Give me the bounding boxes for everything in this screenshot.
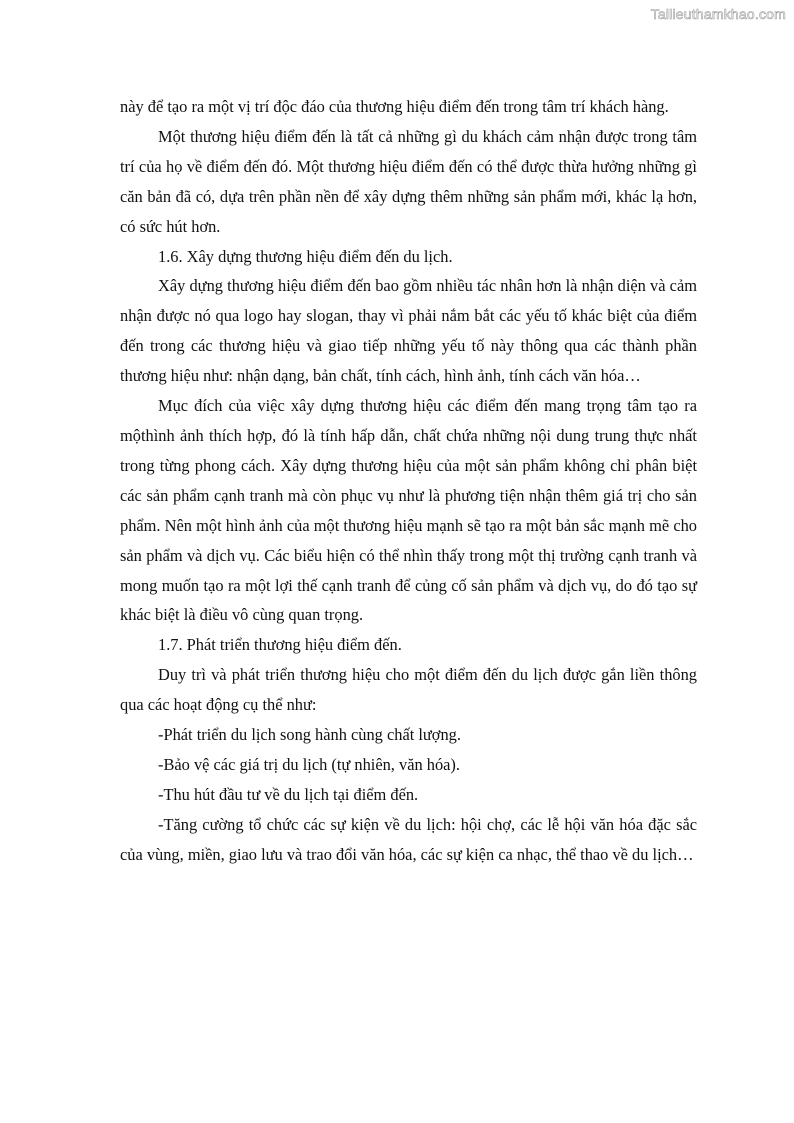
section-heading-1-7: 1.7. Phát triển thương hiệu điểm đến. — [158, 635, 402, 655]
list-item: -Bảo vệ các giá trị du lịch (tự nhiên, văn hóa). — [158, 754, 460, 774]
paragraph-brand-purpose: Mục đích của việc xây dựng thương hiệu các điểm đến mang trọng tâm tạo ra mộthình ảnh thích hợp, đó là tính hấp dẫn, chất chứa những nội dung trung thực nhất trong từng phong cách. Xây dựng thương hiệu của một sản phẩm không chỉ phân biệt các sản phẩm cạnh tranh mà còn phục vụ như là phương tiện nhận thêm giá trị cho sản phẩm. Nên một hình ảnh của một thương hiệu mạnh sẽ tạo ra một bản sắc mạnh mẽ cho sản phẩm và dịch vụ. Các biểu hiện có thể nhìn thấy trong một thị trường cạnh tranh và mong muốn tạo ra một lợi thế cạnh tranh để củng cố sản phẩm và dịch vụ, do đó tạo sự khác biệt là điều vô cùng quan trọng. — [120, 396, 697, 625]
paragraph-brand-building: Xây dựng thương hiệu điểm đến bao gồm nhiều tác nhân hơn là nhận diện và cảm nhận được nó qua logo hay slogan, thay vì phải nắm bắt các yếu tố khác biệt của điểm đến trong các thương hiệu và giao tiếp những yếu tố này thông qua các thành phần thương hiệu như: nhận dạng, bản chất, tính cách, hình ảnh, tính cách văn hóa… — [120, 276, 697, 386]
list-item: -Tăng cường tổ chức các sự kiện về du lịch: hội chợ, các lễ hội văn hóa đặc sắc của vùng, miền, giao lưu và trao đổi văn hóa, các sự kiện ca nhạc, thể thao về du lịch… — [120, 814, 697, 864]
list-item: -Thu hút đầu tư về du lịch tại điểm đến. — [158, 784, 419, 804]
paragraph-brand-development: Duy trì và phát triển thương hiệu cho một điểm đến du lịch được gắn liền thông qua các hoạt động cụ thể như: — [120, 665, 697, 715]
section-heading-1-6: 1.6. Xây dựng thương hiệu điểm đến du lịch. — [158, 246, 453, 266]
list-item: -Phát triển du lịch song hành cùng chất lượng. — [158, 725, 461, 745]
document-body — [120, 92, 697, 870]
watermark-text: Tailieuthamkhao.com — [650, 6, 786, 22]
paragraph-continuation: này để tạo ra một vị trí độc đáo của thương hiệu điểm đến trong tâm trí khách hàng. — [120, 97, 669, 116]
paragraph-destination-brand: Một thương hiệu điểm đến là tất cả những gì du khách cảm nhận được trong tâm trí của họ về điểm đến đó. Một thương hiệu điểm đến có thể được thừa hưởng những gì căn bản đã có, dựa trên phần nền để xây dựng thêm những sản phẩm mới, khác lạ hơn, có sức hút hơn. — [120, 126, 697, 236]
